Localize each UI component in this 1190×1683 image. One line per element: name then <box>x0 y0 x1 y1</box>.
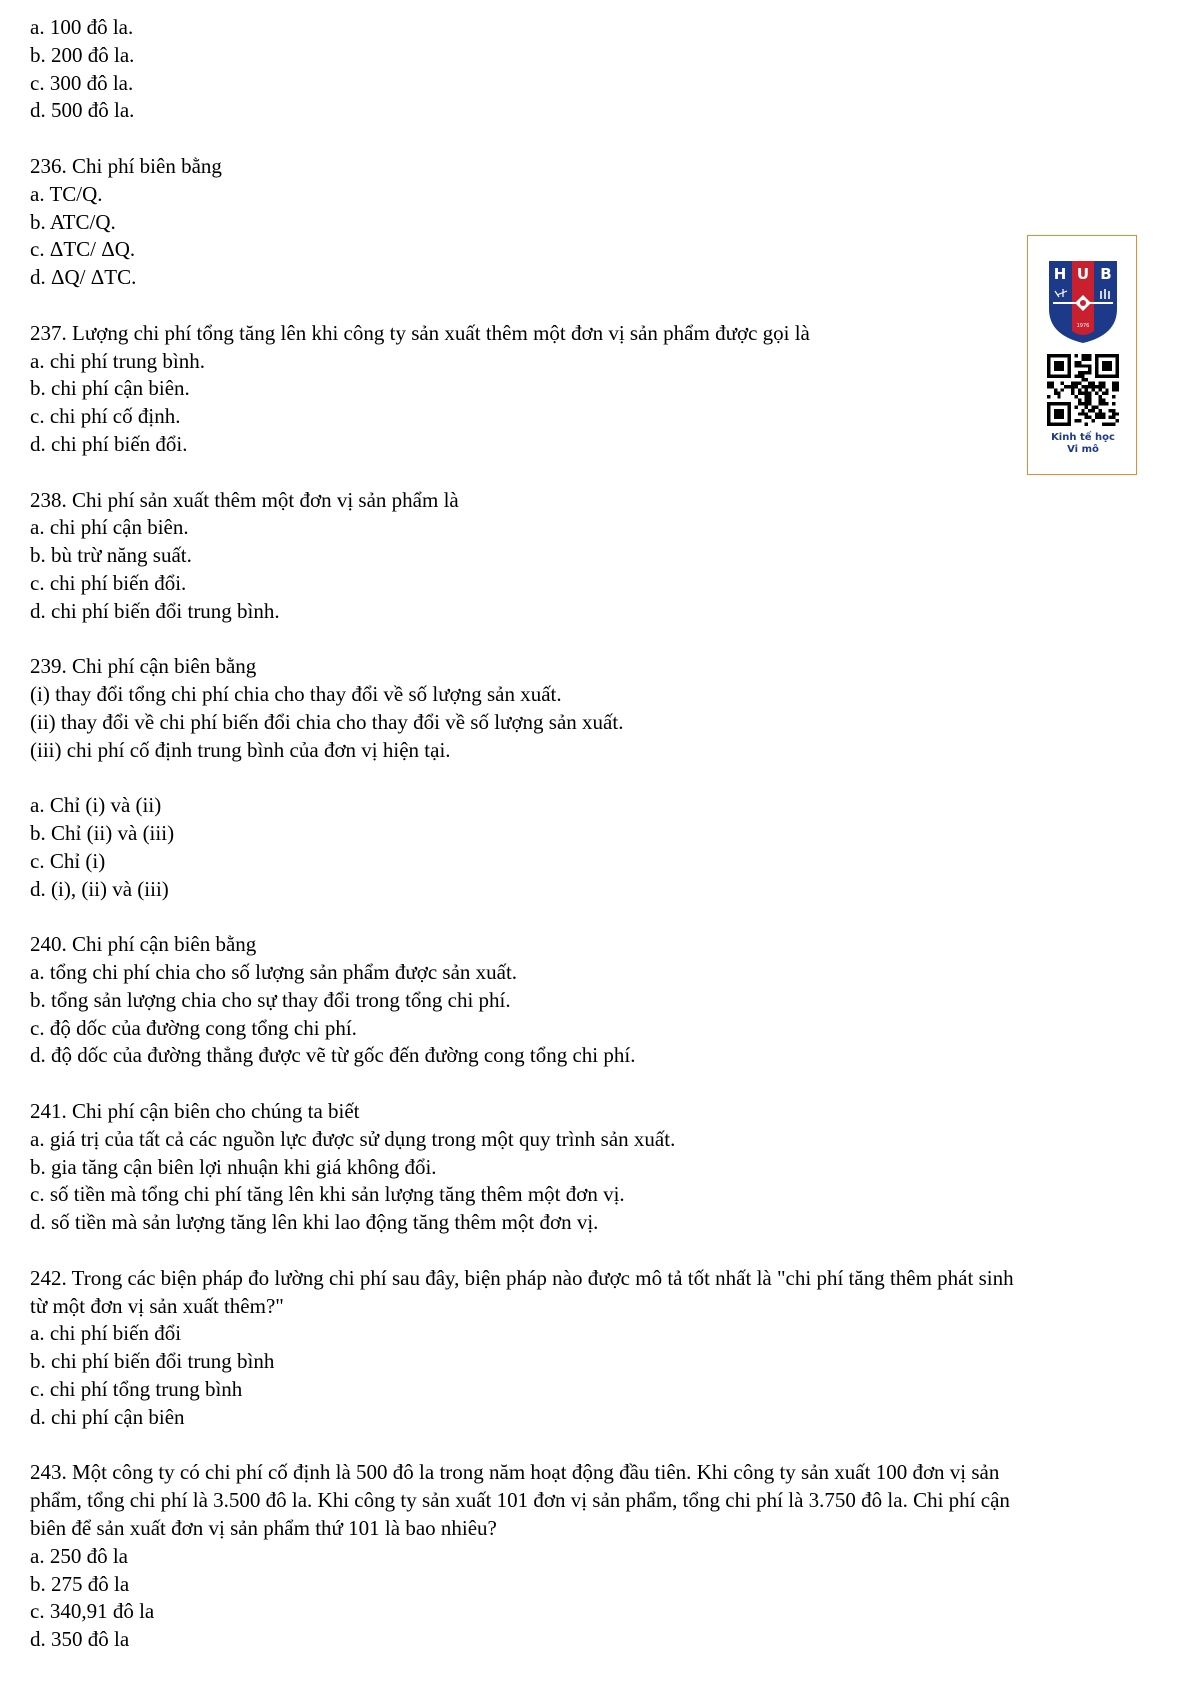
text-line: a. tổng chi phí chia cho số lượng sản phẩm được sản xuất. <box>30 960 518 985</box>
text-line: d. chi phí biến đổi trung bình. <box>30 598 280 623</box>
text-line: d. chi phí cận biên <box>30 1404 185 1429</box>
text-line: 237. Lượng chi phí tổng tăng lên khi công ty sản xuất thêm một đơn vị sản phẩm được gọi là <box>30 320 810 345</box>
blank-line <box>30 125 1170 153</box>
document-page <box>30 14 1170 1654</box>
text-line: b. gia tăng cận biên lợi nhuận khi giá không đổi. <box>30 1154 437 1179</box>
logo-letter-u: U <box>1076 265 1090 283</box>
text-line: 238. Chi phí sản xuất thêm một đơn vị sản phẩm là <box>30 487 459 512</box>
text-line: c. ΔTC/ ΔQ. <box>30 237 136 262</box>
text-line: b. tổng sản lượng chia cho sự thay đổi trong tổng chi phí. <box>30 987 511 1012</box>
text-line: a. 100 đô la. <box>30 15 134 39</box>
text-line: 243. Một công ty có chi phí cố định là 500 đô la trong năm hoạt động đầu tiên. Khi công ty sản xuất 100 đơn vị sản <box>30 1460 1000 1485</box>
hub-logo-card <box>1027 235 1137 475</box>
blank-line <box>30 1237 1170 1265</box>
text-line: d. 500 đô la. <box>30 98 135 123</box>
logo-letter-b: B <box>1100 265 1112 283</box>
text-line: a. 250 đô la <box>30 1543 128 1568</box>
text-line: c. số tiền mà tổng chi phí tăng lên khi sản lượng tăng thêm một đơn vị. <box>30 1182 625 1207</box>
text-line: (ii) thay đổi về chi phí biến đổi chia cho thay đổi về số lượng sản xuất. <box>30 709 624 734</box>
text-line: b. chi phí biến đổi trung bình <box>30 1349 275 1374</box>
text-line: b. 200 đô la. <box>30 42 135 67</box>
text-line: c. 340,91 đô la <box>30 1599 155 1624</box>
logo-year: 1976 <box>1076 323 1090 329</box>
qr-code-icon <box>1047 354 1119 426</box>
blank-line <box>30 1070 1170 1098</box>
text-line: d. ΔQ/ ΔTC. <box>30 265 137 290</box>
logo-caption-line1: Kinh tế học <box>1051 432 1115 443</box>
text-line: (i) thay đổi tổng chi phí chia cho thay đổi về số lượng sản xuất. <box>30 682 562 707</box>
text-line: d. độ dốc của đường thẳng được vẽ từ gốc đến đường cong tổng chi phí. <box>30 1043 636 1068</box>
text-line: c. chi phí cố định. <box>30 404 181 429</box>
text-line: 242. Trong các biện pháp đo lường chi phí sau đây, biện pháp nào được mô tả tốt nhất là "chi phí tăng thêm phát sinh <box>30 1265 1014 1290</box>
hub-shield-icon <box>1047 259 1119 345</box>
text-line: c. chi phí biến đổi. <box>30 570 187 595</box>
document-text <box>30 14 1170 1654</box>
text-line: 240. Chi phí cận biên bằng <box>30 932 257 957</box>
text-line: a. giá trị của tất cả các nguồn lực được sử dụng trong một quy trình sản xuất. <box>30 1126 676 1151</box>
blank-line <box>30 292 1170 320</box>
text-line: d. chi phí biến đổi. <box>30 431 188 456</box>
blank-line <box>30 626 1170 654</box>
text-line: 241. Chi phí cận biên cho chúng ta biết <box>30 1099 360 1124</box>
text-line: b. bù trừ năng suất. <box>30 543 192 568</box>
logo-letter-h: H <box>1053 265 1067 283</box>
text-line: d. 350 đô la <box>30 1627 130 1652</box>
text-line: d. (i), (ii) và (iii) <box>30 876 169 901</box>
text-line: a. TC/Q. <box>30 181 103 206</box>
text-line: a. chi phí trung bình. <box>30 348 205 373</box>
text-line: a. chi phí cận biên. <box>30 515 189 540</box>
text-line: (iii) chi phí cố định trung bình của đơn vị hiện tại. <box>30 737 451 762</box>
blank-line <box>30 904 1170 932</box>
text-line: b. ATC/Q. <box>30 209 116 234</box>
text-line: c. Chỉ (i) <box>30 848 106 873</box>
text-line: từ một đơn vị sản xuất thêm?" <box>30 1293 284 1318</box>
text-line: biên để sản xuất đơn vị sản phẩm thứ 101 là bao nhiêu? <box>30 1516 497 1541</box>
text-line: phẩm, tổng chi phí là 3.500 đô la. Khi công ty sản xuất 101 đơn vị sản phẩm, tổng chi phí là 3.750 đô la. Chi phí cận <box>30 1488 1010 1513</box>
text-line: a. chi phí biến đổi <box>30 1321 182 1346</box>
text-line: c. chi phí tổng trung bình <box>30 1377 243 1402</box>
text-line: d. số tiền mà sản lượng tăng lên khi lao động tăng thêm một đơn vị. <box>30 1210 599 1235</box>
blank-line <box>30 765 1170 793</box>
text-line: c. 300 đô la. <box>30 70 134 95</box>
text-line: 239. Chi phí cận biên bằng <box>30 654 257 679</box>
blank-line <box>30 1432 1170 1460</box>
text-line: b. chi phí cận biên. <box>30 376 190 401</box>
logo-caption-line2: Vi mô <box>1067 444 1099 455</box>
text-line: 236. Chi phí biên bằng <box>30 153 222 178</box>
text-line: b. 275 đô la <box>30 1571 130 1596</box>
text-line: b. Chỉ (ii) và (iii) <box>30 821 175 846</box>
text-line: c. độ dốc của đường cong tổng chi phí. <box>30 1015 357 1040</box>
blank-line <box>30 459 1170 487</box>
text-line: a. Chỉ (i) và (ii) <box>30 793 162 818</box>
